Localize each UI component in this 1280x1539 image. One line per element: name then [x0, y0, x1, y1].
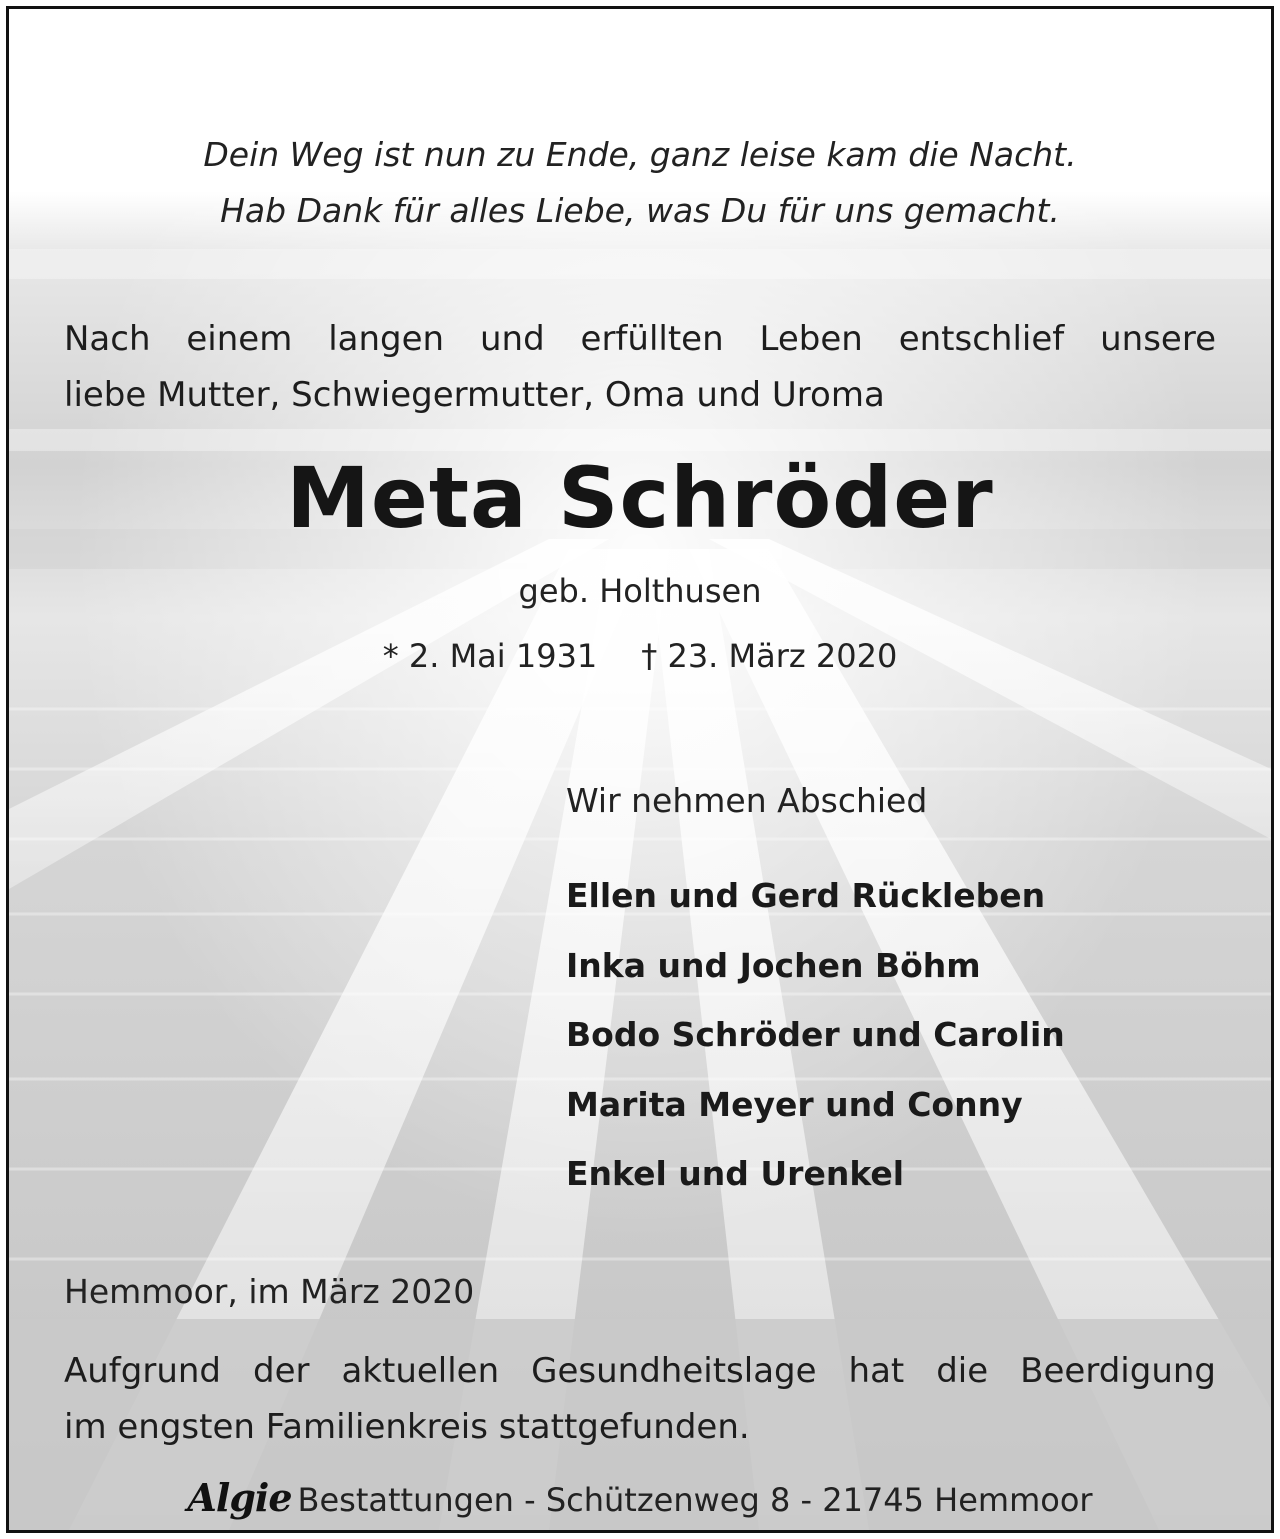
poem [9, 127, 1271, 239]
notice-line-1: Aufgrund der aktuellen Gesundheitslage hat die Beerdigung [64, 1351, 1216, 1391]
place-date: Hemmoor, im März 2020 [64, 1272, 475, 1311]
birth-name: geb. Holthusen [518, 572, 762, 610]
death-date: † 23. März 2020 [641, 637, 898, 675]
family-member: Ellen und Gerd Rückleben [566, 876, 1046, 915]
notice-line-2: im engsten Familienkreis stattgefunden. [64, 1407, 750, 1447]
funeral-home-logo: Algie [187, 1475, 292, 1520]
birth-date: * 2. Mai 1931 [382, 637, 598, 675]
funeral-home-address: Bestattungen - Schützenweg 8 - 21745 Hemmoor [297, 1481, 1093, 1519]
funeral-home-footer [9, 1475, 1271, 1520]
family-member: Inka und Jochen Böhm [566, 945, 981, 985]
funeral-notice [64, 1343, 1216, 1455]
family-member: Bodo Schröder und Carolin [566, 1015, 1065, 1054]
life-dates [9, 637, 1271, 675]
intro-text [64, 311, 1216, 423]
deceased-name: Meta Schröder [286, 449, 994, 547]
obituary-notice [6, 6, 1274, 1533]
intro-line-2: liebe Mutter, Schwiegermutter, Oma und Uroma [64, 375, 885, 415]
farewell-text: Wir nehmen Abschied [566, 781, 928, 820]
poem-line-2: Hab Dank für alles Liebe, was Du für uns gemacht. [220, 191, 1060, 230]
family-member: Marita Meyer und Conny [566, 1084, 1023, 1124]
family-list [566, 861, 1065, 1209]
intro-line-1: Nach einem langen und erfüllten Leben entschlief unsere [64, 319, 1216, 359]
family-member: Enkel und Urenkel [566, 1154, 905, 1193]
poem-line-1: Dein Weg ist nun zu Ende, ganz leise kam die Nacht. [203, 135, 1077, 174]
